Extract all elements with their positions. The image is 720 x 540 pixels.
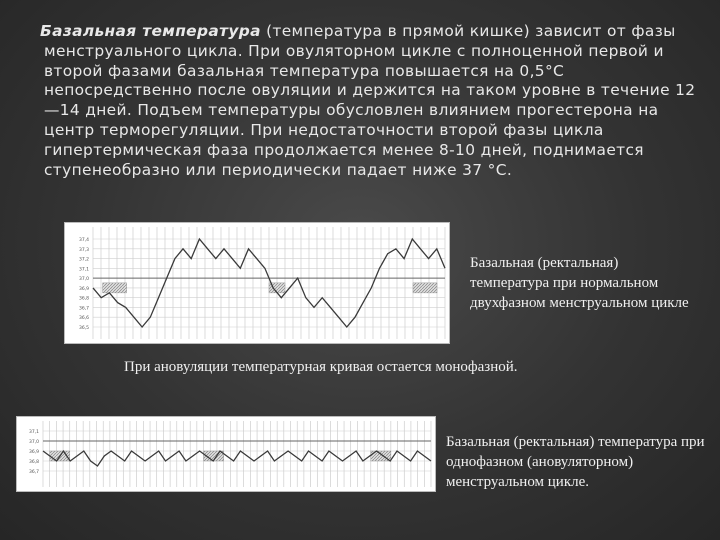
biphasic-temperature-chart — [64, 222, 450, 344]
y-tick-label: 36,7 — [28, 470, 39, 475]
menstruation-block — [103, 283, 127, 293]
y-tick-label: 37,0 — [28, 440, 39, 445]
figure1-caption-line3: двухфазном менструальном цикле — [470, 295, 689, 311]
y-tick-label: 36,7 — [78, 306, 89, 312]
y-tick-label: 37,0 — [78, 277, 89, 283]
chart1-svg — [65, 223, 449, 343]
paragraph-text: (температура в прямой кишке) зависит от фазы менструального цикла. При овуляторном цикле с полноценной первой и второй фазами базальная температура повышается на 0,5°С непосредственно после овуляции и держится на таком уровне в течение 12—14 дней. Подъем температуры обусловлен влиянием прогестерона на центр терморегуляции. При недостаточности второй фазы цикла гипертермическая фаза продолжается менее 8-10 дней, поднимается ступенеобразно или периодически падает ниже 37 °С. — [44, 22, 696, 179]
highlight-term: Базальная температура — [40, 22, 261, 40]
figure1-subcaption: При ановуляции температурная кривая остается монофазной. — [124, 359, 518, 375]
figure1-caption-line1: Базальная (ректальная) — [470, 255, 619, 271]
y-tick-label: 37,1 — [28, 430, 39, 435]
figure2-caption: Базальная (ректальная) температура при однофазном (ановуляторном) менструальном цикле. — [446, 434, 705, 490]
y-tick-label: 36,9 — [78, 286, 89, 292]
menstruation-block — [413, 283, 437, 293]
y-tick-label: 36,6 — [78, 316, 89, 322]
y-tick-label: 36,5 — [78, 326, 89, 331]
figure1-caption-line2: температура при нормальном — [470, 275, 659, 291]
description-paragraph — [40, 22, 704, 180]
y-tick-label: 37,2 — [78, 257, 89, 263]
y-tick-label: 36,8 — [28, 460, 39, 465]
y-tick-label: 37,4 — [78, 238, 89, 243]
monophasic-temperature-chart — [16, 416, 436, 492]
chart2-svg — [17, 417, 435, 491]
y-tick-label: 37,3 — [78, 247, 89, 253]
figure1-caption — [470, 253, 720, 313]
y-tick-label: 36,8 — [78, 296, 89, 302]
y-tick-label: 36,9 — [28, 450, 39, 455]
y-tick-label: 37,1 — [78, 267, 89, 273]
